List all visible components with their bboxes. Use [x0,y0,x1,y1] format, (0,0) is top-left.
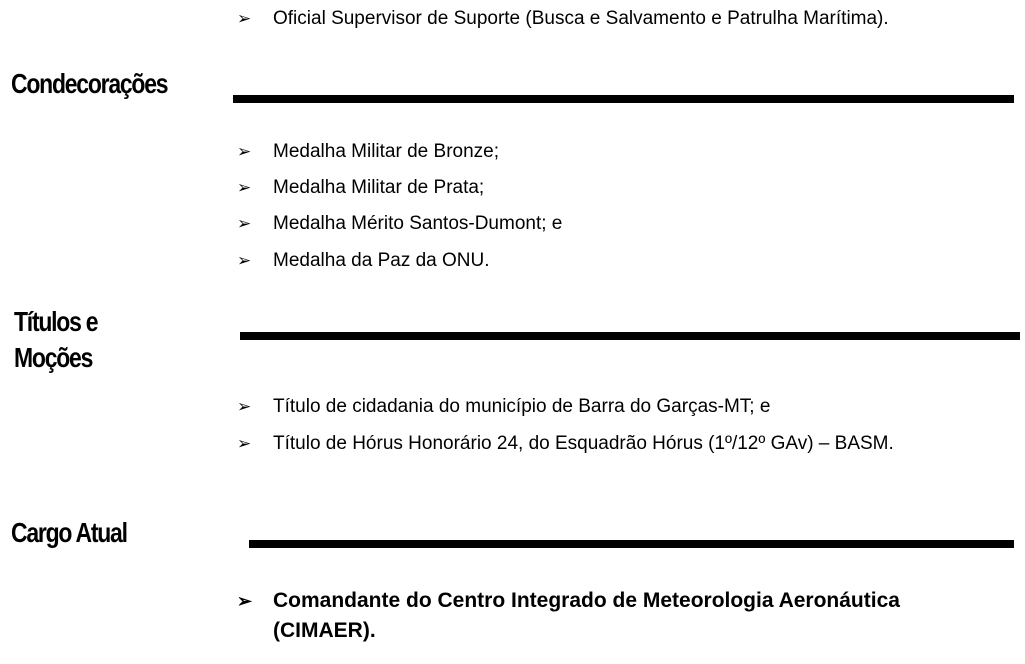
arrow-bullet-icon: ➢ [237,9,252,28]
arrow-bullet-icon: ➢ [237,591,253,611]
arrow-bullet-icon: ➢ [237,434,252,453]
item-text: Comandante do Centro Integrado de Meteorologia Aeronáutica (CIMAER). [273,589,900,642]
section-heading-titulos-line2: Moções [14,342,93,373]
section-heading-condecoracoes: Condecorações [11,68,168,99]
list-item [237,213,562,235]
section-heading-cargo: Cargo Atual [11,517,127,548]
item-text: Título de Hórus Honorário 24, do Esquadrão Hórus (1º/12º GAv) – BASM. [273,433,894,454]
section-rule [233,95,1014,103]
list-item [237,250,490,272]
item-text: Medalha Militar de Prata; [273,177,485,198]
arrow-bullet-icon: ➢ [237,142,252,161]
list-item [237,396,770,418]
section-rule [249,540,1014,548]
arrow-bullet-icon: ➢ [237,214,252,233]
arrow-bullet-icon: ➢ [237,251,252,270]
section-rule [240,332,1020,340]
section-heading-titulos-line1: Títulos e [14,306,98,337]
list-item [237,433,894,455]
item-text: Medalha Mérito Santos-Dumont; e [273,213,563,234]
list-item [237,177,484,199]
list-item [237,586,993,646]
list-item [237,141,499,163]
item-text: Medalha da Paz da ONU. [273,250,490,271]
item-text: Oficial Supervisor de Suporte (Busca e Salvamento e Patrulha Marítima). [273,8,889,29]
arrow-bullet-icon: ➢ [237,397,252,416]
item-text: Medalha Militar de Bronze; [273,141,499,162]
list-item [237,8,889,30]
arrow-bullet-icon: ➢ [237,178,252,197]
item-text: Título de cidadania do município de Barra do Garças-MT; e [273,396,771,417]
